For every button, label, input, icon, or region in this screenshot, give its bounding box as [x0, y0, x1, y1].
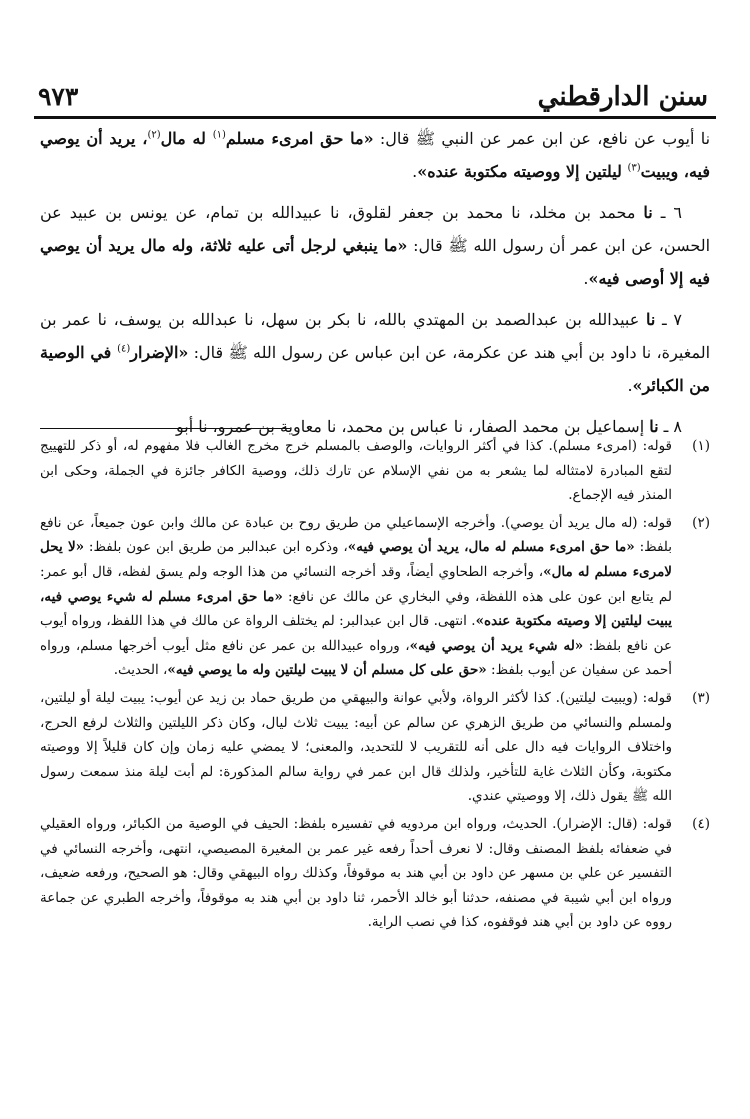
- footnote-ref: (٢): [147, 129, 161, 141]
- footnote-number: (٢): [692, 514, 710, 531]
- footnote-ref: (٣): [627, 162, 641, 174]
- running-header: [34, 80, 716, 114]
- footnote-1: (١) قوله: (امرىء مسلم). كذا في أكثر الروايات، والوصف بالمسلم خرج مخرج الغالب فلا مفهوم له، أو ذكر للتهييج لتقع المبادرة لامتثاله لما يشعر به من نفي الإسلام عن تارك ذلك، ووصية الكافر جائزة في الجملة، وحكى ابن المنذر فيه الإجماع.: [40, 434, 710, 508]
- hadith-6: ٦ ـ نا محمد بن مخلد، نا محمد بن جعفر لقلوق، نا عبيدالله بن تمام، عن يونس بن عبيد عن الحسن، عن ابن عمر أن رسول الله ﷺ قال: «ما ينبغي لرجل أتى عليه ثلاثة، وله مال يريد أن يوصي فيه إلا أوصى فيه».: [40, 203, 711, 288]
- footnote-ref: (٤): [117, 343, 131, 355]
- footnote-2: (٢) قوله: (له مال يريد أن يوصي). وأخرجه الإسماعيلي من طريق روح بن عبادة عن مالك وابن عون جميعاً، عن نافع بلفظ: «ما حق امرىء مسلم له مال، يريد أن يوصي فيه»، وذكره ابن عبدالبر من طريق ابن عون بلفظ: «لا يحل لامرىء مسلم له مال»، وأخرجه الطحاوي أيضاً، وقد أخرجه النسائي من هذا الوجه ولم يسق لفظه، قال أبو عمر: لم يتابع ابن عون على هذه اللفظة، وفي البخاري عن مالك عن نافع: «ما حق امرىء مسلم له شيء يوصي فيه، يبيت ليلتين إلا وصيته مكتوبة عنده». انتهى. قال ابن عبدالبر: لم يختلف الرواة عن مالك في هذا اللفظ، ورواه أيوب عن نافع بلفظ: «له شيء يريد أن يوصي فيه»، ورواه عبيدالله بن عمر عن نافع مثل أيوب أخرجها مسلم، ورواه أحمد عن سفيان عن أيوب بلفظ: «حق على كل مسلم أن لا يبيت ليلتين وله ما يوصي فيه»، الحديث.: [40, 511, 710, 683]
- footnote-4: (٤) قوله: (قال: الإضرار). الحديث، ورواه ابن مردويه في تفسيره بلفظ: الحيف في الوصية من الكبائر، ورواه العقيلي في ضعفائه بلفظ المصنف وقال: لا نعرف أحداً رفعه غير عمر بن المغيرة المصيصي، انتهى، وأخرجه النسائي في التفسير عن علي بن مسهر عن داود بن أبي هند به موقوفاً، وكذلك رواه البيهقي وقال: هو الصحيح، ورفعه ضعيف، ورواه ابن أبي شيبة في مصنفه، حدثنا أبو خالد الأحمر، ثنا داود بن أبي هند به موقوفاً، وأخرجه الطبري عن جماعة رووه عن داود بن أبي هند فوقفوه، كذا في نصب الراية.: [40, 812, 710, 935]
- footnote-ref: (١): [212, 129, 226, 141]
- hadith-7: ٧ ـ نا عبيدالله بن عبدالصمد بن المهتدي بالله، نا بكر بن سهل، نا عبدالله بن يوسف، نا عمر بن المغيرة، نا داود بن أبي هند عن عكرمة، عن ابن عباس عن رسول الله ﷺ قال: «الإضرار$^{(٤)}$ في الوصية من الكبائر».: [40, 310, 711, 395]
- book-title: سنن الدارقطني: [537, 82, 708, 112]
- main-text: [40, 122, 710, 451]
- footnote-number: (١): [692, 438, 710, 454]
- header-rule: [34, 116, 716, 119]
- page-number: ٩٧٣: [38, 82, 79, 111]
- footnote-number: (٣): [692, 689, 710, 706]
- footnotes: [40, 434, 710, 938]
- paragraph-continuation: نا أيوب عن نافع، عن ابن عمر عن النبي ﷺ قال: «ما حق امرىء مسلم$^{(١)}$ له مال$^{(٢)}$، يريد أن يوصي فيه، ويبيت$^{(٣)}$ ليلتين إلا ووصيته مكتوبة عنده».: [40, 129, 711, 181]
- footnote-3: (٣) قوله: (ويبيت ليلتين). كذا لأكثر الرواة، ولأبي عوانة والبيهقي من طريق حماد بن زيد عن أيوب: يبيت ليلة أو ليلتين، ولمسلم والنسائي من طريق الزهري عن سالم عن أبيه: يبيت ثلاث ليال، وكان ذكر الليلتين والثلاث لرفع الحرج، واختلاف الروايات فيه دال على أنه للتقريب لا للتحديد، والمعنى؛ لا يمضي عليه زمان وإن كان قليلاً إلا ووصيته مكتوبة، وكأن الثلاث غاية للتأخير، ولذلك قال ابن عمر في رواية سالم المذكورة: لم أبت ليلة منذ سمعت رسول الله ﷺ يقول ذلك، إلا ووصيتي عندي.: [40, 686, 710, 809]
- footnote-number: (٤): [692, 815, 710, 832]
- hadith-8: ٨ ـ نا إسماعيل بن محمد الصفار، نا عباس بن محمد، نا معاوية بن عمرو، نا أبو: [175, 417, 682, 436]
- footnote-separator: [40, 428, 290, 429]
